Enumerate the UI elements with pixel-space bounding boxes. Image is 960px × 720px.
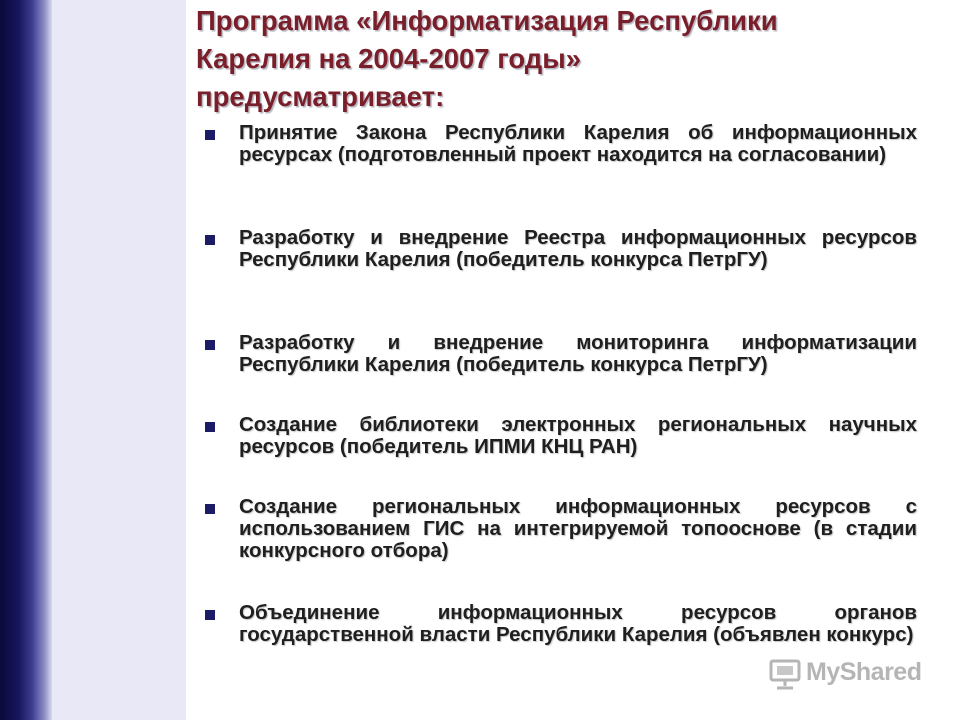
watermark — [768, 655, 928, 695]
square-bullet-icon — [205, 340, 215, 350]
list-item-text: Объединение информационных ресурсов органов государственной власти Республики Карелия (объявлен конкурс) — [239, 601, 917, 646]
square-bullet-icon — [205, 422, 215, 432]
list-item — [205, 496, 917, 562]
slide-title-line: Карелия на 2004-2007 годы» — [196, 43, 582, 74]
list-item-text: Принятие Закона Республики Карелия об информационных ресурсах (подготовленный проект находится на согласовании) — [239, 121, 917, 166]
list-item — [205, 414, 917, 458]
slide-title-line: Программа «Информатизация Республики — [196, 5, 778, 36]
list-item-text: Создание региональных информационных ресурсов с использованием ГИС на интегрируемой топооснове (в стадии конкурсного отбора) — [239, 495, 917, 562]
square-bullet-icon — [205, 610, 215, 620]
slide-title-line: предусматривает: — [196, 81, 445, 112]
list-item-text: Разработку и внедрение мониторинга информатизации Республики Карелия (победитель конкурса ПетрГУ) — [239, 331, 917, 376]
slide-title — [196, 2, 936, 116]
watermark-text: MyShared — [806, 658, 922, 686]
list-item — [205, 602, 917, 646]
square-bullet-icon — [205, 235, 215, 245]
slide-edge-bar — [0, 0, 52, 720]
list-item — [205, 122, 917, 166]
slide-side-panel — [52, 0, 186, 720]
square-bullet-icon — [205, 130, 215, 140]
projector-screen-icon — [768, 657, 802, 691]
list-item — [205, 332, 917, 376]
list-item-text: Разработку и внедрение Реестра информационных ресурсов Республики Карелия (победитель конкурса ПетрГУ) — [239, 226, 917, 271]
list-item-text: Создание библиотеки электронных региональных научных ресурсов (победитель ИПМИ КНЦ РАН) — [239, 413, 917, 458]
list-item — [205, 227, 917, 271]
square-bullet-icon — [205, 504, 215, 514]
